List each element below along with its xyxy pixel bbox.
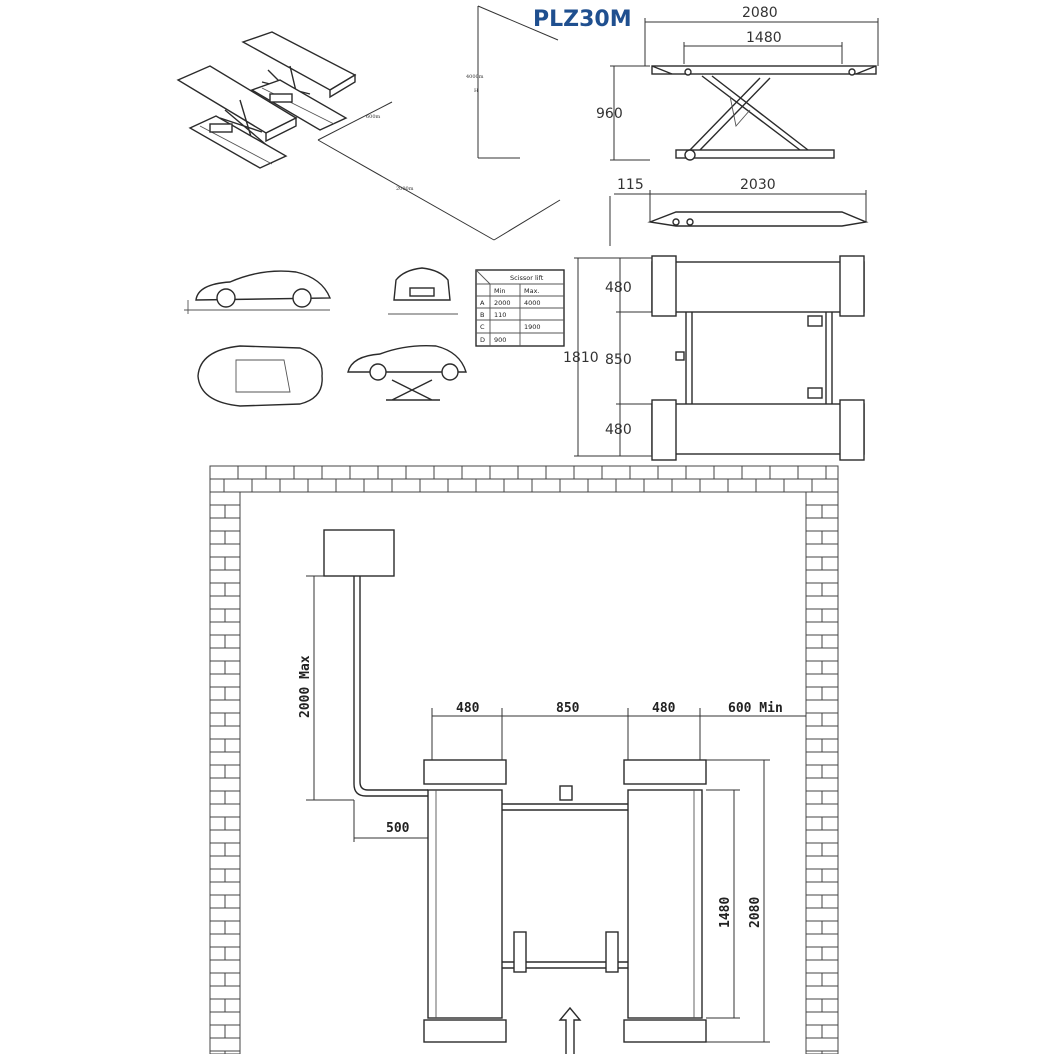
brick — [210, 895, 225, 908]
plan-dim-500: 500 — [386, 821, 410, 836]
brick — [806, 778, 838, 791]
table-cell: 900 — [494, 336, 507, 344]
brick — [210, 1025, 225, 1038]
brick — [518, 466, 546, 479]
brick — [806, 791, 822, 804]
brick — [784, 479, 812, 492]
lowered-ramp-length: 115 — [617, 177, 644, 193]
brick — [308, 479, 336, 492]
brick — [822, 999, 838, 1012]
brick — [210, 544, 240, 557]
brick — [806, 1025, 822, 1038]
iso-h-marker: H — [474, 88, 479, 94]
top-view-small — [563, 256, 864, 460]
brick — [822, 661, 838, 674]
brick — [225, 817, 240, 830]
brick — [822, 557, 838, 570]
brick — [806, 1012, 838, 1025]
brick — [806, 622, 838, 635]
plan-min-clearance: 600 Min — [728, 701, 783, 716]
brick — [210, 596, 240, 609]
brick — [806, 908, 838, 921]
brick — [806, 843, 822, 856]
brick — [672, 479, 700, 492]
brick — [210, 908, 240, 921]
side-platform-length: 1480 — [746, 30, 782, 46]
brick — [225, 999, 240, 1012]
brick — [210, 700, 240, 713]
table-cell: C — [480, 323, 485, 331]
brick — [322, 466, 350, 479]
brick — [225, 921, 240, 934]
brick — [210, 999, 225, 1012]
plan-dim-850: 850 — [556, 701, 580, 716]
brick — [210, 869, 225, 882]
car-top-icon — [198, 346, 322, 406]
brick — [644, 479, 672, 492]
right-platform — [628, 790, 702, 1018]
brick — [406, 466, 434, 479]
brick — [806, 492, 838, 505]
brick — [822, 947, 838, 960]
brick — [822, 713, 838, 726]
brick — [225, 713, 240, 726]
brick — [806, 674, 838, 687]
brick — [210, 466, 238, 479]
brick — [806, 947, 822, 960]
brick — [210, 973, 225, 986]
brick — [490, 466, 518, 479]
brick — [210, 1012, 240, 1025]
brick — [602, 466, 630, 479]
brick — [210, 752, 240, 765]
iso-height-label: 4000m — [466, 74, 484, 80]
brick — [806, 518, 838, 531]
car-on-lift-icon — [348, 346, 466, 400]
brick — [806, 661, 822, 674]
brick — [806, 934, 838, 947]
side-view-lowered — [610, 177, 866, 246]
brick — [210, 479, 224, 492]
left-platform — [428, 790, 502, 1018]
brick — [822, 895, 838, 908]
brick — [806, 752, 838, 765]
top-gap: 850 — [605, 352, 632, 368]
brick — [806, 557, 822, 570]
brick — [210, 492, 240, 505]
brick — [225, 765, 240, 778]
brick — [210, 713, 225, 726]
table-header: Scissor lift — [510, 274, 544, 282]
brick — [210, 765, 225, 778]
brick — [806, 726, 838, 739]
brick — [210, 947, 225, 960]
brick — [714, 466, 742, 479]
brick — [225, 973, 240, 986]
brick — [822, 687, 838, 700]
plan-dim-2080: 2080 — [748, 896, 763, 928]
side-height: 960 — [596, 106, 623, 122]
brick — [420, 479, 448, 492]
brick — [822, 531, 838, 544]
brick — [210, 570, 240, 583]
table-cell: D — [480, 336, 486, 344]
brick — [210, 882, 240, 895]
brick — [806, 973, 822, 986]
brick — [806, 505, 822, 518]
top-overall-width: 1810 — [563, 350, 599, 366]
iso-length-label: 2000m — [396, 186, 414, 192]
brick — [210, 622, 240, 635]
brick — [210, 934, 240, 947]
brick — [225, 635, 240, 648]
brick — [822, 973, 838, 986]
brick — [280, 479, 308, 492]
brick — [210, 674, 240, 687]
table-col-min: Min — [494, 287, 506, 295]
brick — [210, 817, 225, 830]
brick — [225, 557, 240, 570]
brick — [806, 739, 822, 752]
brick — [822, 739, 838, 752]
brick — [210, 791, 225, 804]
brick — [364, 479, 392, 492]
brick — [378, 466, 406, 479]
brick — [806, 986, 838, 999]
brick — [806, 921, 822, 934]
brick — [210, 661, 225, 674]
brick — [822, 765, 838, 778]
plan-dim-480-left: 480 — [456, 701, 480, 716]
brick — [742, 466, 770, 479]
brick — [210, 583, 225, 596]
brick — [225, 531, 240, 544]
brick — [392, 479, 420, 492]
brick — [728, 479, 756, 492]
plan-max-length: 2000 Max — [298, 655, 313, 718]
brick — [686, 466, 714, 479]
brick — [225, 791, 240, 804]
brick — [770, 466, 798, 479]
brick — [806, 895, 822, 908]
brick — [560, 479, 588, 492]
brick — [806, 713, 822, 726]
brick — [225, 843, 240, 856]
brick — [210, 830, 240, 843]
brick — [588, 479, 616, 492]
brick — [806, 999, 822, 1012]
brick — [210, 843, 225, 856]
car-front-icon — [388, 268, 458, 314]
brick — [252, 479, 280, 492]
brick — [462, 466, 490, 479]
brick — [210, 804, 240, 817]
brick — [756, 479, 784, 492]
brick — [630, 466, 658, 479]
brick — [225, 1025, 240, 1038]
brick — [210, 557, 225, 570]
brick — [806, 700, 838, 713]
brick — [210, 518, 240, 531]
lowered-platform-length: 2030 — [740, 177, 776, 193]
power-unit-box — [324, 530, 394, 576]
brick — [294, 466, 322, 479]
brick — [616, 479, 644, 492]
brick — [532, 479, 560, 492]
brick — [210, 609, 225, 622]
brick — [210, 726, 240, 739]
brick — [806, 960, 838, 973]
table-cell: A — [480, 299, 485, 307]
brick — [806, 1038, 838, 1051]
brick — [806, 609, 822, 622]
brick — [546, 466, 574, 479]
brick — [504, 479, 532, 492]
side-overall-length: 2080 — [742, 5, 778, 21]
brick — [798, 466, 826, 479]
brick — [822, 843, 838, 856]
brick — [806, 648, 838, 661]
brick — [806, 830, 838, 843]
brick — [210, 1038, 240, 1051]
brick — [434, 466, 462, 479]
brick — [210, 921, 225, 934]
brick — [225, 609, 240, 622]
side-view-raised — [596, 5, 878, 160]
brick — [476, 479, 504, 492]
brick — [700, 479, 728, 492]
car-side-icon — [184, 271, 330, 314]
brick — [448, 479, 476, 492]
brick — [658, 466, 686, 479]
brick — [806, 869, 822, 882]
brick — [225, 583, 240, 596]
brick — [806, 856, 838, 869]
brick — [822, 635, 838, 648]
brick — [225, 895, 240, 908]
isometric-lift-view — [178, 32, 355, 168]
brick — [225, 505, 240, 518]
brick — [806, 531, 822, 544]
brick — [210, 648, 240, 661]
brick — [822, 791, 838, 804]
iso-depth-label: 600m — [366, 114, 381, 120]
brick — [225, 947, 240, 960]
brick — [806, 570, 838, 583]
brick — [812, 479, 838, 492]
scissor-lift-table — [476, 270, 564, 346]
brick — [225, 869, 240, 882]
brick — [210, 635, 225, 648]
brick — [822, 869, 838, 882]
brick — [806, 882, 838, 895]
brick — [806, 817, 822, 830]
brick — [806, 765, 822, 778]
brick — [806, 544, 838, 557]
brick — [210, 531, 225, 544]
table-cell: 2000 — [494, 299, 511, 307]
brick — [822, 817, 838, 830]
plan-dim-1480: 1480 — [718, 896, 733, 928]
brick — [225, 739, 240, 752]
brick — [822, 921, 838, 934]
brick — [822, 609, 838, 622]
brick — [225, 687, 240, 700]
brick — [224, 479, 252, 492]
brick — [210, 856, 240, 869]
table-cell: 1900 — [524, 323, 541, 331]
table-cell: B — [480, 311, 485, 319]
brick — [806, 687, 822, 700]
floor-plan — [298, 530, 806, 1054]
table-cell: 110 — [494, 311, 507, 319]
brick — [210, 687, 225, 700]
plan-dim-480-right: 480 — [652, 701, 676, 716]
brick — [574, 466, 602, 479]
brick — [806, 583, 822, 596]
brick — [822, 1025, 838, 1038]
brick — [336, 479, 364, 492]
table-cell: 4000 — [524, 299, 541, 307]
brick — [822, 505, 838, 518]
brick — [210, 505, 225, 518]
brick — [826, 466, 838, 479]
table-col-max: Max. — [524, 287, 540, 295]
brick — [210, 778, 240, 791]
brick — [822, 583, 838, 596]
top-platform-width-right: 480 — [605, 422, 632, 438]
top-platform-width-left: 480 — [605, 280, 632, 296]
model-title: PLZ30M — [533, 7, 632, 32]
brick — [225, 661, 240, 674]
brick — [806, 596, 838, 609]
brick — [210, 986, 240, 999]
brick — [210, 739, 225, 752]
brick — [806, 804, 838, 817]
brick — [238, 466, 266, 479]
brick — [266, 466, 294, 479]
iso-dimensions — [318, 6, 560, 240]
brick — [806, 635, 822, 648]
brick — [210, 960, 240, 973]
brick — [350, 466, 378, 479]
